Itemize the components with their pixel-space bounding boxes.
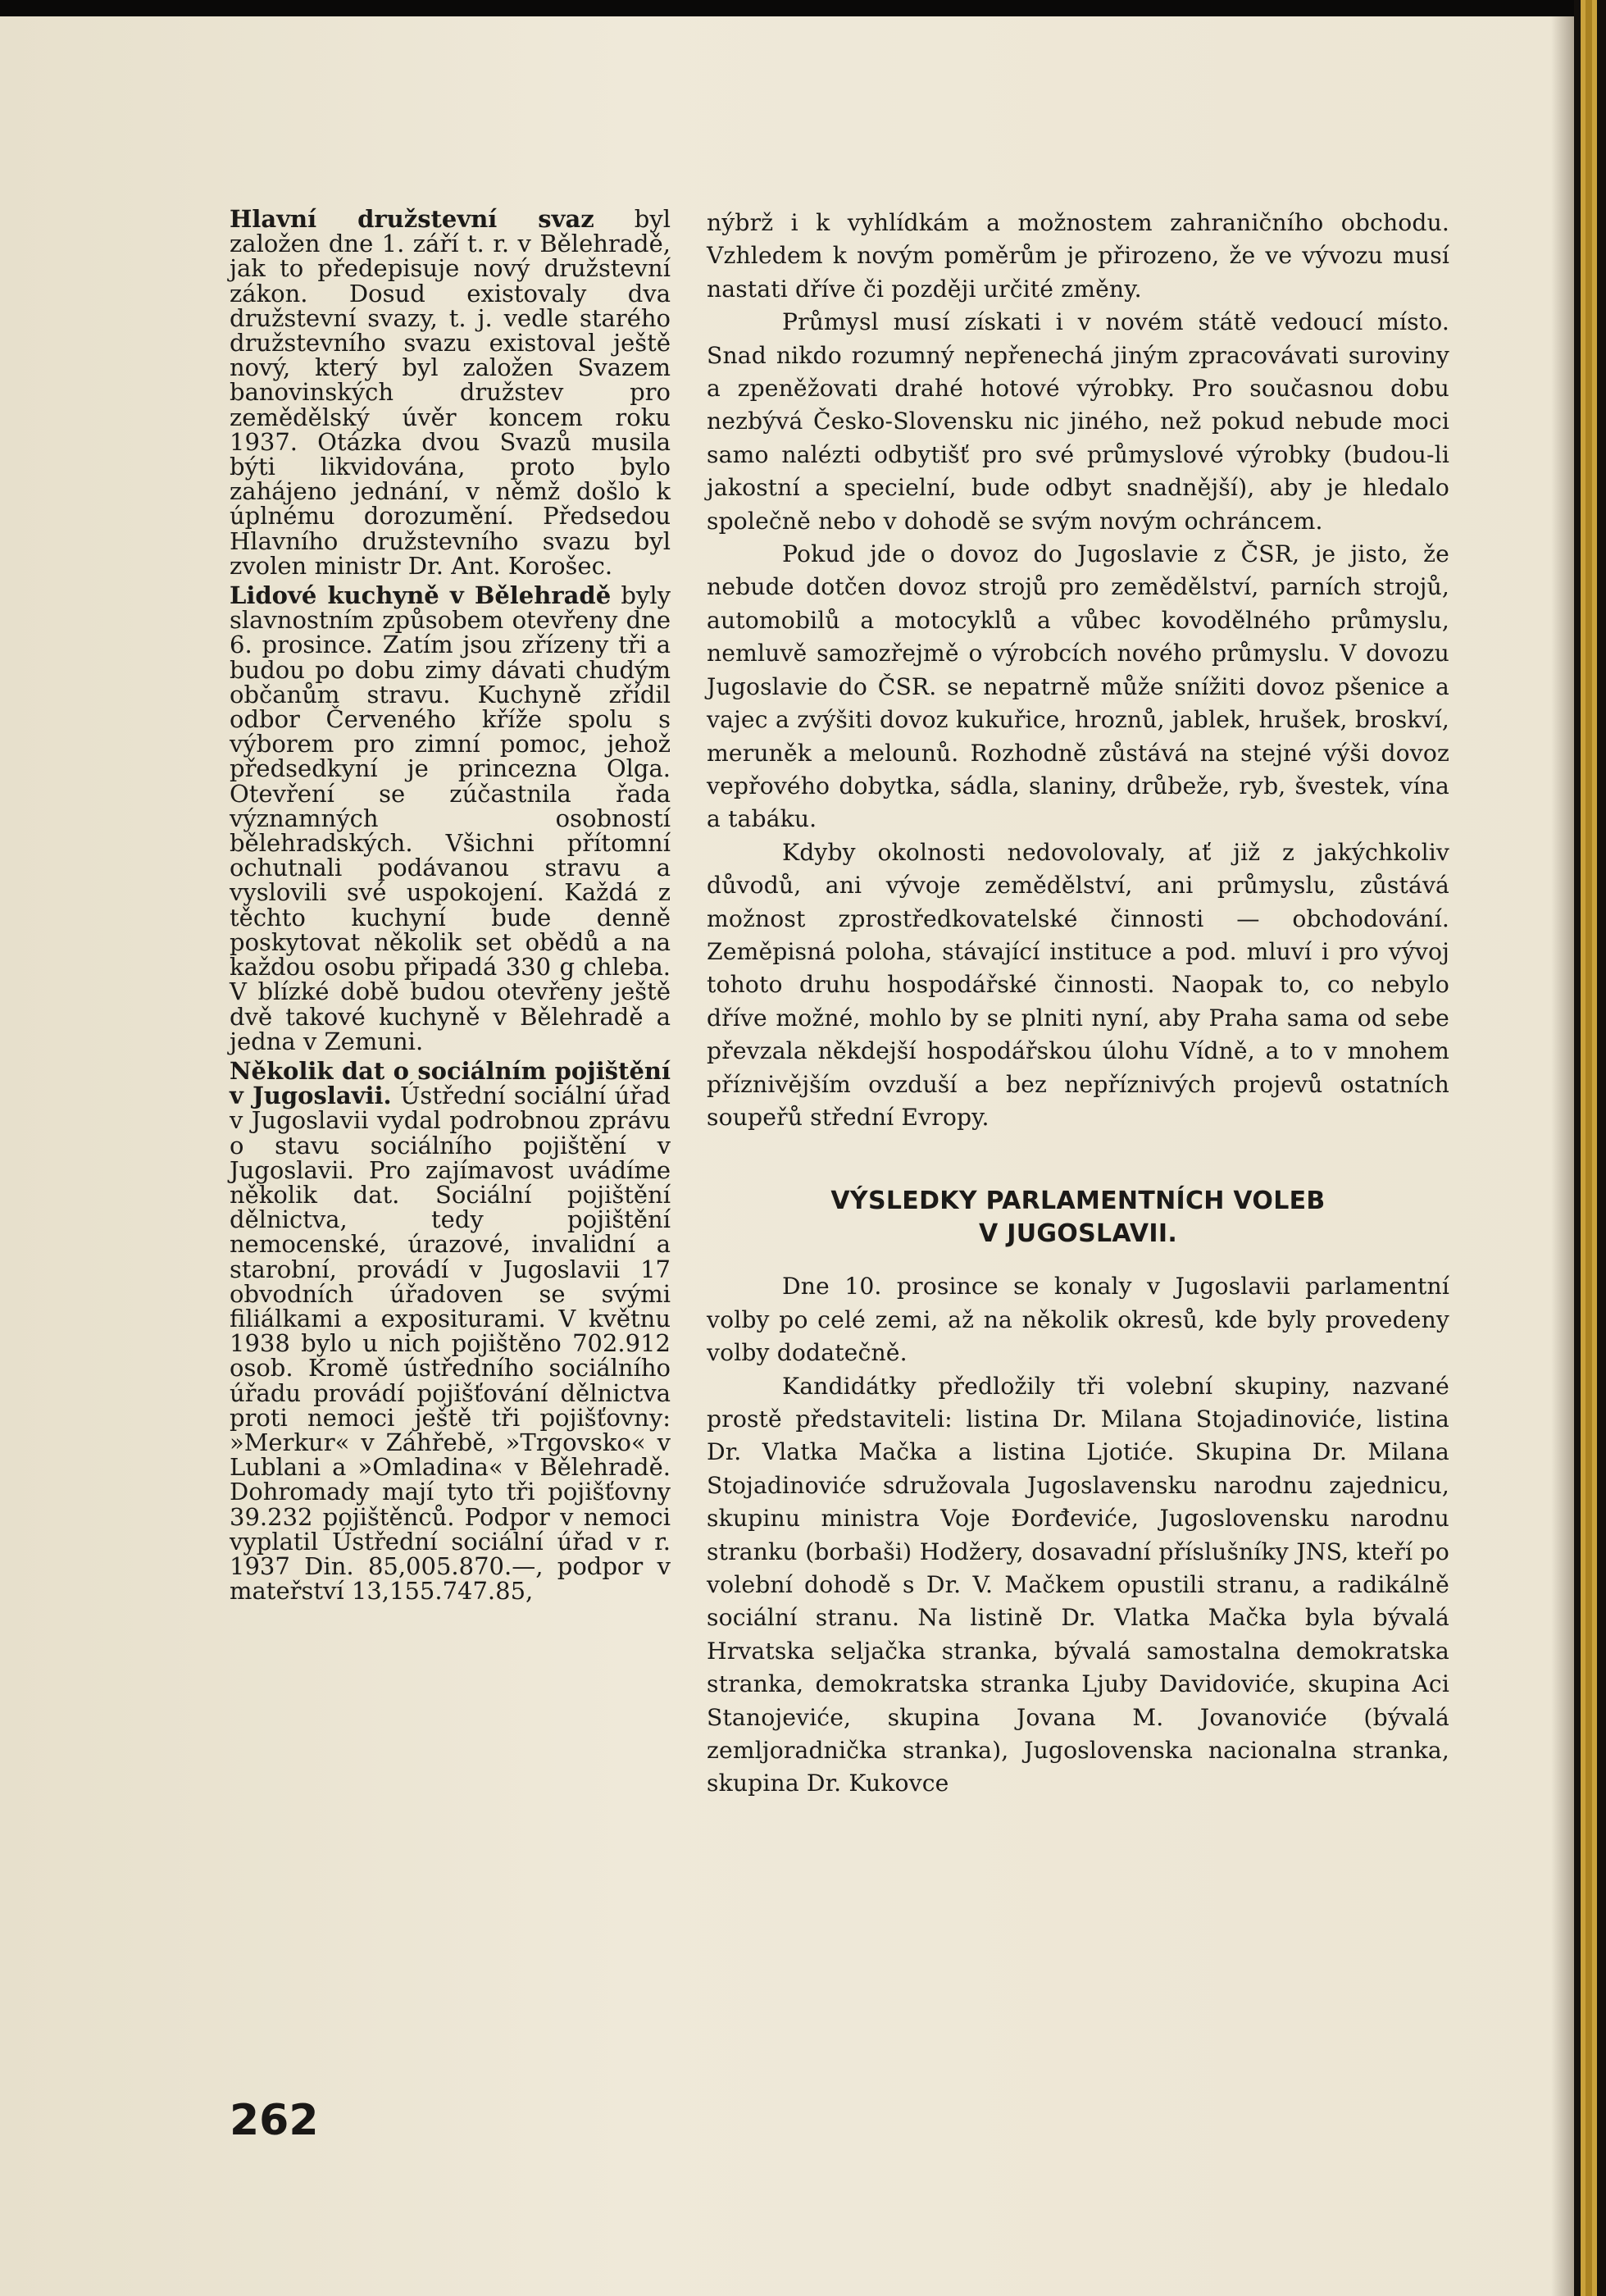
left-column	[230, 205, 671, 1606]
page-spine-shadow	[1551, 16, 1574, 2296]
paragraph-intermediary-trade: Kdyby okolnosti nedovolovaly, ať již z jakýchkoliv důvodů, ani vývoje zemědělství, ani průmyslu, zůstává možnost zprostředkovatelské činnosti — obchodování. Zeměpisná poloha, stávající instituce a pod. mluví i pro vývoj tohoto druhu hospodářské činnosti. Naopak to, co nebylo dříve možné, mohlo by se plniti nyní, aby Praha sama od sebe převzala někdejší hospodářskou úlohu Vídně, a to v mnohem příznivějším ovzduší a bez nepříznivých projevů ostatních soupeřů střední Evropy.	[707, 838, 1449, 1131]
paragraph-lead: Několik dat o sociálním pojištění v Jugoslavii.	[230, 1056, 671, 1110]
paragraph-imports: Pokud jde o dovoz do Jugoslavie z ČSR, je jisto, že nebude dotčen dovoz strojů pro zemědělství, parních strojů, automobilů a motocyklů a vůbec kovodělného průmyslu, nemluvě samozřejmě o výrobcích nového průmyslu. V dovozu Jugoslavie do ČSR. se nepatrně může snížiti dovoz pšenice a vajec a zvýšiti dovoz kukuřice, hroznů, jablek, hrušek, broskví, meruněk a melounů. Rozhodně zůstává na stejné výši dovoz vepřového dobytka, sádla, slaniny, drůbeže, ryb, švestek, vína a tabáku.	[707, 540, 1449, 833]
paragraph-lead: Hlavní družstevní svaz	[230, 205, 594, 233]
paragraph-public-kitchens	[230, 583, 671, 1054]
paragraph-text: Ústřední sociální úřad v Jugoslavii vydal podrobnou zprávu o stavu sociálního pojištění v Jugoslavii. Pro zajímavost uvádíme několik dat. Sociální pojištění dělnictva, tedy pojištění nemocenské, úrazové, invalidní a starobní, provádí v Jugoslavii 17 obvodních úřadoven se svými filiálkami a expositurami. V květnu 1938 bylo u nich pojištěno 702.912 osob. Kromě ústředního sociálního úřadu provádí pojišťování dělnictva proti nemoci ještě tři pojišťovny: »Merkur« v Záhřebě, »Trgovsko« v Lublani a »Omladina« v Bělehradě. Dohromady mají tyto tři pojišťovny 39.232 pojištěnců. Podpor v nemoci vyplatil Ústřední sociální úřad v r. 1937 Din. 85,005.870.—, podpor v mateřství 13,155.747.85,	[230, 1082, 671, 1606]
right-column	[707, 207, 1449, 1801]
paragraph-trade-continuation: nýbrž i k vyhlídkám a možnostem zahraničního obchodu. Vzhledem k novým poměrům je přirozeno, že ve vývozu musí nastati dříve či později určité změny.	[707, 209, 1449, 303]
scan-top-border	[0, 0, 1606, 16]
page-number: 262	[230, 2096, 319, 2145]
paragraph-industry: Průmysl musí získati i v novém státě vedoucí místo. Snad nikdo rozumný nepřenechá jiným zpracovávati suroviny a zpeněžovati drahé hotové výrobky. Pro současnou dobu nezbývá Česko-Slovensku nic jiného, než pokud nebude moci samo nalézti odbytišť pro své průmyslové výrobky (budou-li jakostní a specielní, bude odbyt snadnější), aby je hledalo společně nebo v dohodě se svým novým ochráncem.	[707, 308, 1449, 535]
section-heading-line-2: V JUGOSLAVII.	[978, 1219, 1178, 1249]
paragraph-candidate-lists: Kandidátky předložily tři volební skupiny, nazvané prostě představiteli: listina Dr. Milana Stojadinoviće, listina Dr. Vlatka Mačka a listina Ljotiće. Skupina Dr. Milana Stojadinoviće sdružovala Jugoslavensku narodnu zajednicu, skupinu ministra Voje Đorđeviće, Jugoslovensku narodnu stranku (borbaši) Hodžery, dosavadní příslušníky JNS, kteří po volební dohodě s Dr. V. Mačkem opustili stranu, a radikálně sociální stranu. Na listině Dr. Vlatka Mačka byla bývalá Hrvatska seljačka stranka, bývalá samostalna demokratska stranka, demokratska stranka Ljuby Davidoviće, skupina Aci Stanojeviće, skupina Jovana M. Jovanoviće (bývalá zemljoradnička stranka), Jugoslovenska nacionalna stranka, skupina Dr. Kukovce	[707, 1372, 1449, 1797]
paragraph-election-date: Dne 10. prosince se konaly v Jugoslavii parlamentní volby po celé zemi, až na několik okresů, kde byly provedeny volby dodatečně.	[707, 1273, 1449, 1367]
section-heading	[707, 1185, 1449, 1250]
paragraph-cooperative-union	[230, 207, 671, 578]
section-heading-line-1: VÝSLEDKY PARLAMENTNÍCH VOLEB	[830, 1187, 1326, 1216]
paragraph-text: byl založen dne 1. září t. r. v Bělehradě, jak to předepisuje nový družstevní zákon. Dosud existovaly dva družstevní svazy, t. j. vedle starého družstevního svazu existoval ještě nový, který byl založen Svazem banovinských družstev pro zemědělský úvěr koncem roku 1937. Otázka dvou Svazů musila býti likvidována, proto bylo zahájeno jednání, v němž došlo k úplnému dorozumění. Předsedou Hlavního družstevního svazu byl zvolen ministr Dr. Ant. Korošec.	[230, 205, 671, 580]
paragraph-lead: Lidové kuchyně v Bělehradě	[230, 581, 612, 610]
paragraph-social-insurance	[230, 1056, 671, 1606]
paragraph-text: byly slavnostním způsobem otevřeny dne 6. prosince. Zatím jsou zřízeny tři a budou po dobu zimy dávati chudým občanům stravu. Kuchyně zřídil odbor Červeného kříže spolu s výborem pro zimní pomoc, jehož předsedkyní je princezna Olga. Otevření se zúčastnila řada významných osobností bělehradských. Všichni přítomní ochutnali podávanou stravu a vyslovili své uspokojení. Každá z těchto kuchyní bude denně poskytovat několik set obědů a na každou osobu připadá 330 g chleba. V blízké době budou otevřeny ještě dvě takové kuchyně v Bělehradě a jedna v Zemuni.	[230, 581, 671, 1055]
binding-strip-shade	[1586, 0, 1592, 2296]
